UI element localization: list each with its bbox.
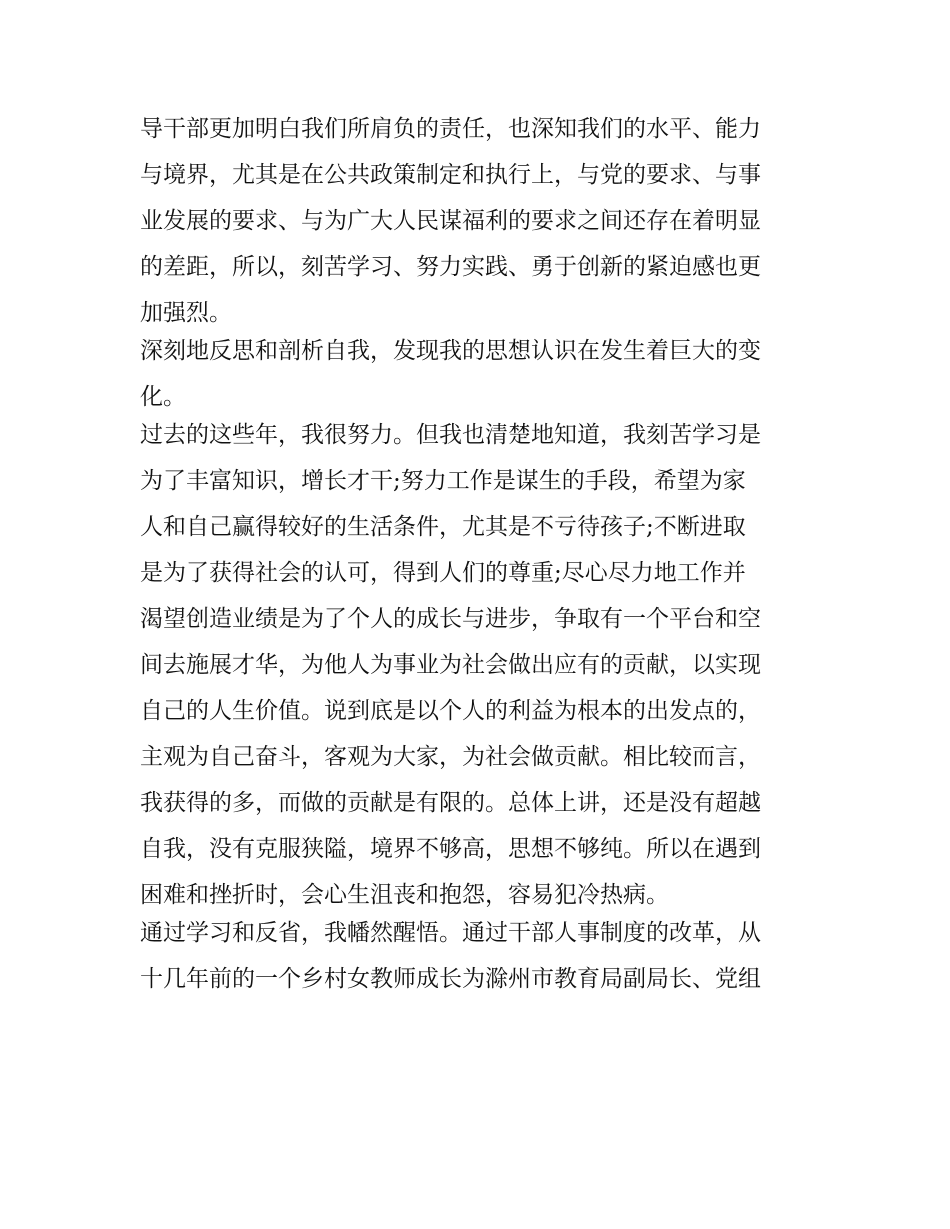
text-line: 导干部更加明白我们所肩负的责任，也深知我们的水平、能力 <box>140 116 761 142</box>
text-line: 深刻地反思和剖析自我，发现我的思想认识在发生着巨大的变 <box>140 338 761 364</box>
text-line: 人和自己赢得较好的生活条件，尤其是不亏待孩子;不断进取 <box>140 514 746 540</box>
text-line: 为了丰富知识，增长才干;努力工作是谋生的手段，希望为家 <box>140 468 746 494</box>
body-text <box>140 106 830 1002</box>
text-line: 我获得的多，而做的贡献是有限的。总体上讲，还是没有超越 <box>140 790 761 816</box>
text-line: 困难和挫折时，会心生沮丧和抱怨，容易犯冷热病。 <box>140 882 669 908</box>
text-line: 十几年前的一个乡村女教师成长为滁州市教育局副局长、党组 <box>140 966 761 992</box>
text-line: 与境界，尤其是在公共政策制定和执行上，与党的要求、与事 <box>140 162 761 188</box>
text-line: 化。 <box>140 384 186 410</box>
text-line: 的差距，所以，刻苦学习、努力实践、勇于创新的紧迫感也更 <box>140 254 761 280</box>
text-line: 渴望创造业绩是为了个人的成长与进步，争取有一个平台和空 <box>140 606 761 632</box>
text-line: 自我，没有克服狭隘，境界不够高，思想不够纯。所以在遇到 <box>140 836 761 862</box>
text-line: 自己的人生价值。说到底是以个人的利益为根本的出发点的， <box>140 698 761 724</box>
text-line: 通过学习和反省，我幡然醒悟。通过干部人事制度的改革，从 <box>140 920 761 946</box>
text-line: 加强烈。 <box>140 300 232 326</box>
text-line: 主观为自己奋斗，客观为大家，为社会做贡献。相比较而言， <box>140 744 761 770</box>
text-line: 是为了获得社会的认可，得到人们的尊重;尽心尽力地工作并 <box>140 560 746 586</box>
text-line: 业发展的要求、与为广大人民谋福利的要求之间还存在着明显 <box>140 208 761 234</box>
text-line: 间去施展才华，为他人为事业为社会做出应有的贡献，以实现 <box>140 652 761 678</box>
text-line: 过去的这些年，我很努力。但我也清楚地知道，我刻苦学习是 <box>140 422 761 448</box>
